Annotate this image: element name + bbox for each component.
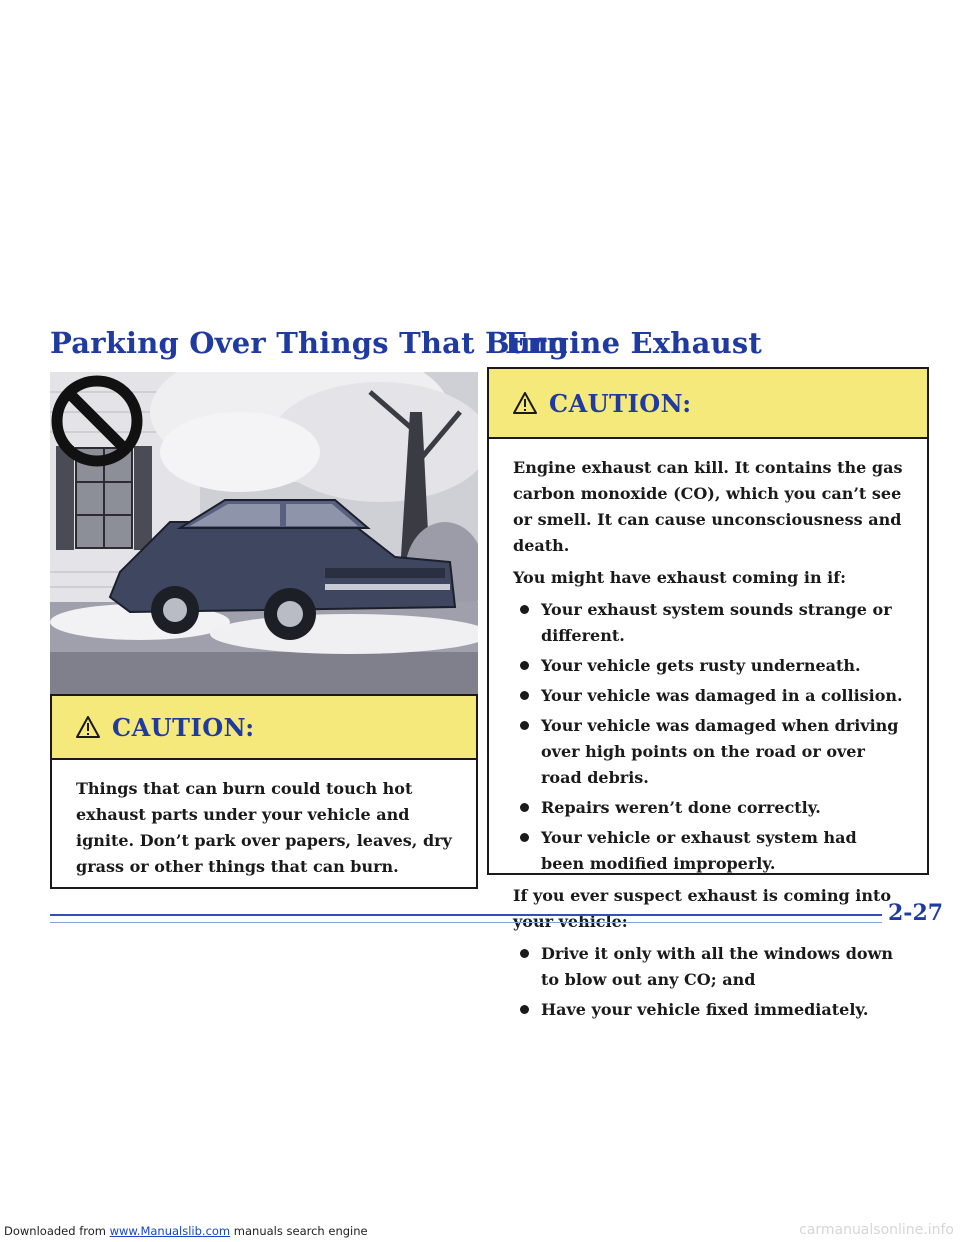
list-item: Your vehicle was damaged when driving over high points on the road or over road debris. [513, 713, 903, 791]
warning-triangle-icon [76, 716, 100, 738]
watermark-text: carmanualsonline.info [799, 1222, 954, 1238]
conditions-list [513, 597, 903, 877]
download-source-line [4, 1224, 368, 1238]
right-caution-body [489, 439, 927, 1023]
right-caution-label: CAUTION: [549, 388, 692, 418]
manualslib-link[interactable]: www.Manualslib.com [109, 1224, 231, 1238]
list-item: Have your vehicle fixed immediately. [513, 997, 903, 1023]
conditions-intro-text: You might have exhaust coming in if: [513, 568, 847, 587]
actions-intro-text: If you ever suspect exhaust is coming into your vehicle: [513, 886, 892, 931]
page-number: 2-27 [888, 900, 944, 926]
footer-rule [50, 914, 882, 916]
left-caution-label: CAUTION: [112, 712, 255, 742]
list-item: Your exhaust system sounds strange or different. [513, 597, 903, 649]
download-prefix: Downloaded from [4, 1224, 110, 1238]
list-item: Repairs weren’t done correctly. [513, 795, 903, 821]
right-section-title: Engine Exhaust [505, 326, 762, 360]
illustration-drawing [50, 372, 478, 694]
warning-triangle-icon [513, 392, 537, 414]
left-caution-box [50, 694, 478, 889]
list-item: Your vehicle was damaged in a collision. [513, 683, 903, 709]
left-caution-text: Things that can burn could touch hot exhaust parts under your vehicle and ignite. Don’t park over papers, leaves, dry grass or other things that can burn. [76, 779, 452, 876]
right-caution-header [489, 369, 927, 439]
car-over-leaves-illustration [50, 372, 478, 694]
left-caution-body [52, 760, 476, 880]
list-item: Your vehicle gets rusty underneath. [513, 653, 903, 679]
left-caution-header [52, 696, 476, 760]
download-suffix: manuals search engine [230, 1224, 368, 1238]
list-item: Your vehicle or exhaust system had been modified improperly. [513, 825, 903, 877]
actions-list [513, 941, 903, 1023]
list-item: Drive it only with all the windows down to blow out any CO; and [513, 941, 903, 993]
exhaust-intro-text: Engine exhaust can kill. It contains the gas carbon monoxide (CO), which you can’t see or smell. It can cause unconsciousness and death. [513, 458, 903, 555]
footer-rule-secondary [50, 922, 882, 923]
left-section-title: Parking Over Things That Burn [50, 326, 568, 360]
